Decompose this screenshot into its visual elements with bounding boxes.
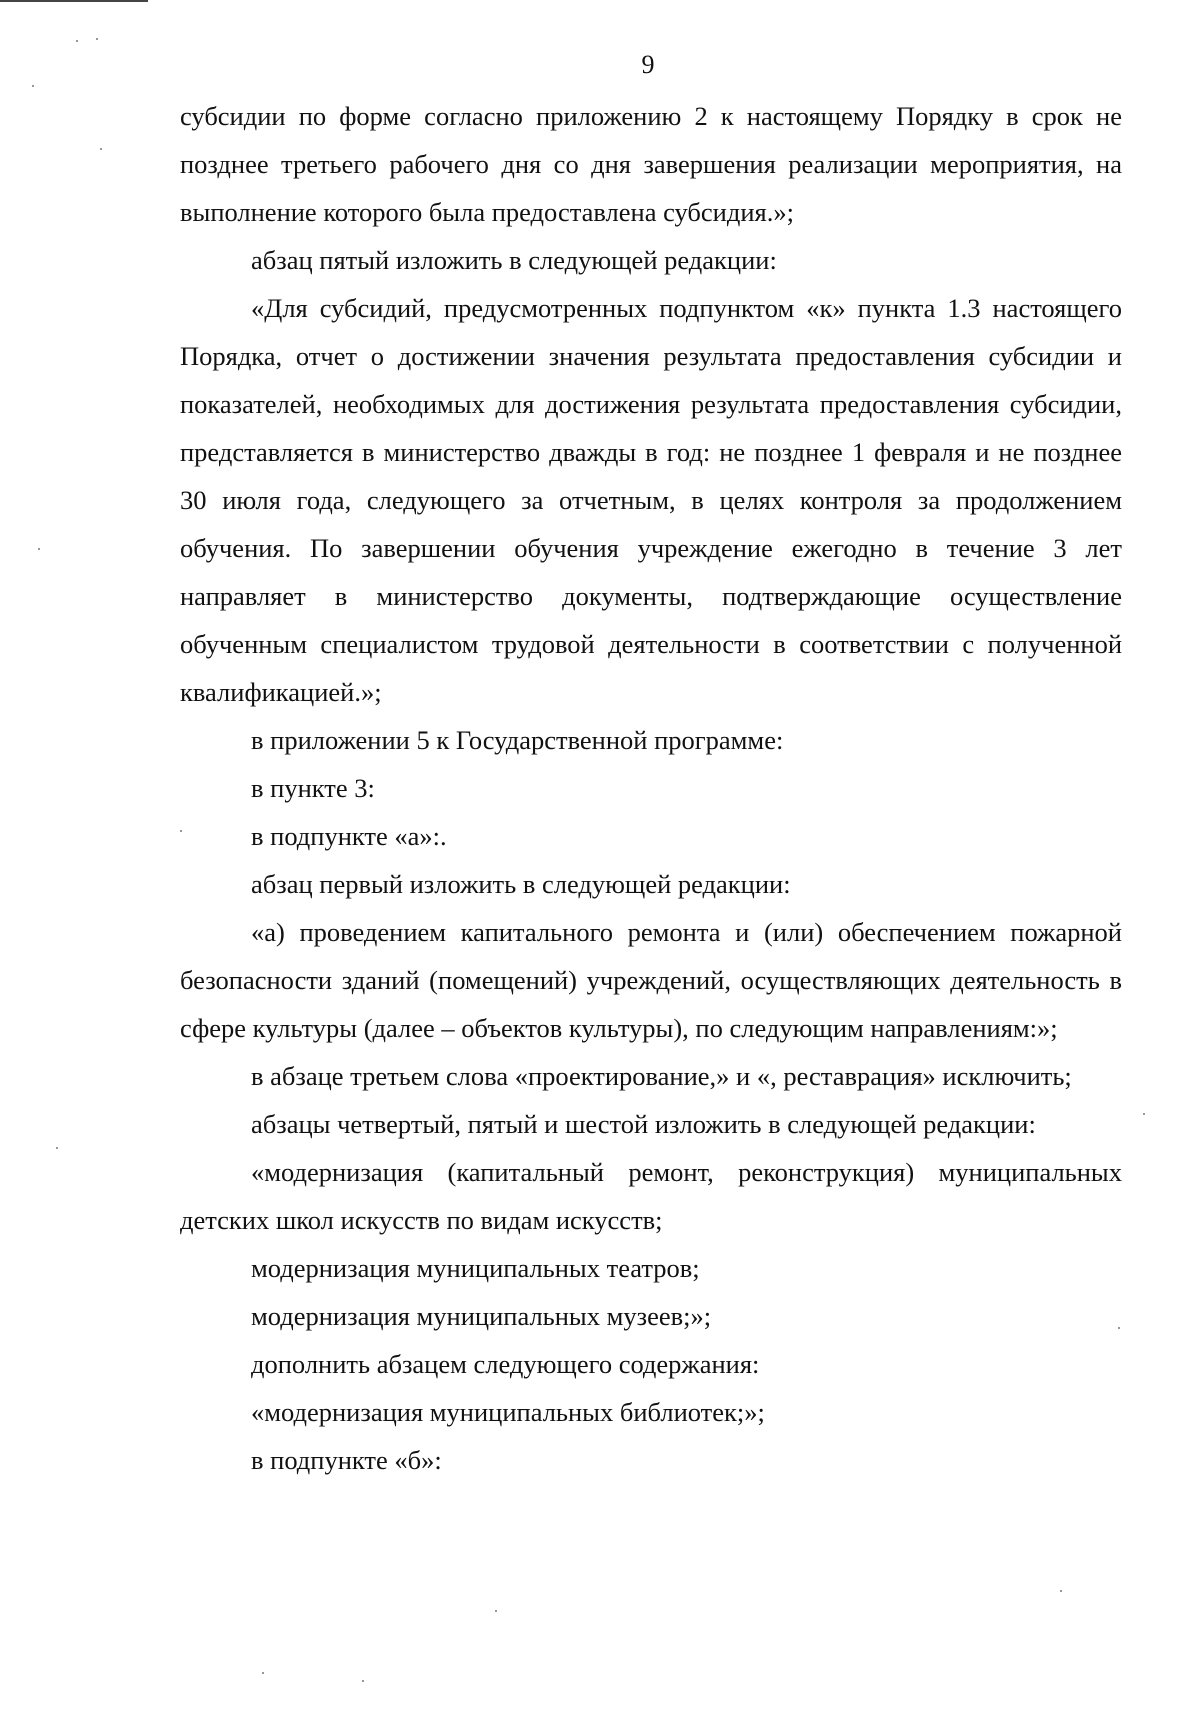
paragraph-abzac-pyatyi: абзац пятый изложить в следующей редакции: [251, 245, 777, 275]
scan-speck [32, 85, 34, 87]
paragraph-appendix-5: в приложении 5 к Государственной программе: [251, 725, 784, 755]
scan-speck [56, 1147, 58, 1149]
paragraph-modernization-museums: модернизация муниципальных музеев;»; [251, 1301, 712, 1331]
page-number: 9 [641, 50, 655, 79]
scan-edge-line [0, 0, 148, 2]
scan-speck [180, 830, 182, 832]
paragraph-podpunkt-a: в подпункте «а»:. [251, 821, 447, 851]
scan-speck [76, 40, 78, 42]
paragraph-podpunkt-b: в подпункте «б»: [251, 1445, 442, 1475]
scan-speck [1118, 1327, 1120, 1329]
paragraph-abzac-tretii: в абзаце третьем слова «проектирование,» и «, реставрация» исключить; [251, 1061, 1072, 1091]
paragraph-capital-repair: «а) проведением капитального ремонта и (или) обеспечением пожарной безопасности зданий (помещений) учреждений, осуществляющих деятельность в сфере культуры (далее – объектов культуры), по следующим направлениям:»; [180, 917, 1122, 1043]
paragraph-abzacy-4-5-6: абзацы четвертый, пятый и шестой изложить в следующей редакции: [251, 1109, 1036, 1139]
paragraph-modernization-schools: «модернизация (капитальный ремонт, реконструкция) муниципальных детских школ искусств по видам искусств; [180, 1157, 1122, 1235]
paragraph-punkt-3: в пункте 3: [251, 773, 375, 803]
scan-speck [100, 148, 102, 150]
scan-speck [1143, 1113, 1145, 1115]
scan-speck [495, 1610, 497, 1612]
paragraph-modernization-theatres: модернизация муниципальных театров; [251, 1253, 700, 1283]
scan-speck [1060, 1590, 1062, 1592]
scan-speck [362, 1680, 364, 1682]
scan-speck [38, 548, 40, 550]
scan-speck [96, 38, 98, 40]
paragraph-abzac-pervyi: абзац первый изложить в следующей редакции: [251, 869, 791, 899]
document-body [180, 92, 1122, 1484]
paragraph-continuation-subsidy-report: субсидии по форме согласно приложению 2 к настоящему Порядку в срок не позднее третьего рабочего дня со дня завершения реализации мероприятия, на выполнение которого была предоставлена субсидия.»; [180, 101, 1122, 227]
paragraph-add-abzac: дополнить абзацем следующего содержания: [251, 1349, 760, 1379]
paragraph-modernization-libraries: «модернизация муниципальных библиотек;»; [251, 1397, 765, 1427]
paragraph-subsidy-k-report: «Для субсидий, предусмотренных подпунктом «к» пункта 1.3 настоящего Порядка, отчет о достижении значения результата предоставления субсидии и показателей, необходимых для достижения результата предоставления субсидии, представляется в министерство дважды в год: не позднее 1 февраля и не позднее 30 июля года, следующего за отчетным, в целях контроля за продолжением обучения. По завершении обучения учреждение ежегодно в течение 3 лет направляет в министерство документы, подтверждающие осуществление обученным специалистом трудовой деятельности в соответствии с полученной квалификацией.»; [180, 293, 1122, 707]
scan-speck [262, 1672, 264, 1674]
